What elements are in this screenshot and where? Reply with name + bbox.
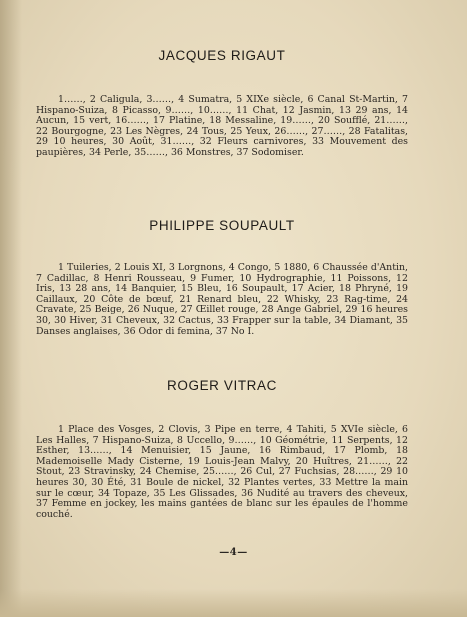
page-number: —4— xyxy=(219,547,248,558)
section-philippe-soupault xyxy=(36,218,408,337)
answers-paragraph: 1……, 2 Caligula, 3……, 4 Sumatra, 5 XIXe siècle, 6 Canal St-Martin, 7 Hispano-Suiza, 8 Picasso, 9……, 10……, 11 Chat, 12 Jasmin, 13 29 ans, 14 Aucun, 15 vert, 16……, 17 Platine, 18 Messaline, 19……, 20 Soufflé, 21……, 22 Bourgogne, 23 Les Nègres, 24 Tous, 25 Yeux, 26……, 27……, 28 Fatalitas, 29 10 heures, 30 Août, 31……, 32 Fleurs carnivores, 33 Mouvement des paupières, 34 Perle, 35……, 36 Monstres, 37 Sodomiser. xyxy=(36,94,408,158)
page-gutter-shadow xyxy=(0,0,22,617)
answers-paragraph: 1 Tuileries, 2 Louis XI, 3 Lorgnons, 4 Congo, 5 1880, 6 Chaussée d'Antin, 7 Cadillac, 8 Henri Rousseau, 9 Fumer, 10 Hydrographie, 11 Poissons, 12 Iris, 13 28 ans, 14 Banquier, 15 Bleu, 16 Soupault, 17 Acier, 18 Phryné, 19 Caillaux, 20 Côte de bœuf, 21 Renard bleu, 22 Whisky, 23 Rag-time, 24 Cravate, 25 Beige, 26 Nuque, 27 Œillet rouge, 28 Ange Gabriel, 29 16 heures 30, 30 Hiver, 31 Cheveux, 32 Cactus, 33 Frapper sur la table, 34 Diamant, 35 Danses anglaises, 36 Odor di femina, 37 No I. xyxy=(36,262,408,337)
page-bottom-shadow xyxy=(0,589,467,617)
author-heading: JACQUES RIGAUT xyxy=(158,48,286,63)
section-jacques-rigaut xyxy=(36,48,408,159)
answers-paragraph: 1 Place des Vosges, 2 Clovis, 3 Pipe en terre, 4 Tahiti, 5 XVIe siècle, 6 Les Halles, 7 Hispano-Suiza, 8 Uccello, 9……, 10 Géométrie, 11 Serpents, 12 Esther, 13……, 14 Menuisier, 15 Jaune, 16 Rimbaud, 17 Plomb, 18 Mademoiselle Mady Cisterne, 19 Louis-Jean Malvy, 20 Huîtres, 21……, 22 Stout, 23 Stravinsky, 24 Chemise, 25……, 26 Cul, 27 Fuchsias, 28……, 29 10 heures 30, 30 Été, 31 Boule de nickel, 32 Plantes vertes, 33 Mettre la main sur le cœur, 34 Topaze, 35 Les Glissades, 36 Nudité au travers des cheveux, 37 Femme en jockey, les mains gantées de blanc sur les épaules de l'homme couché. xyxy=(36,424,408,520)
section-roger-vitrac xyxy=(36,378,408,520)
author-heading: PHILIPPE SOUPAULT xyxy=(149,218,295,233)
author-heading: ROGER VITRAC xyxy=(167,378,277,393)
